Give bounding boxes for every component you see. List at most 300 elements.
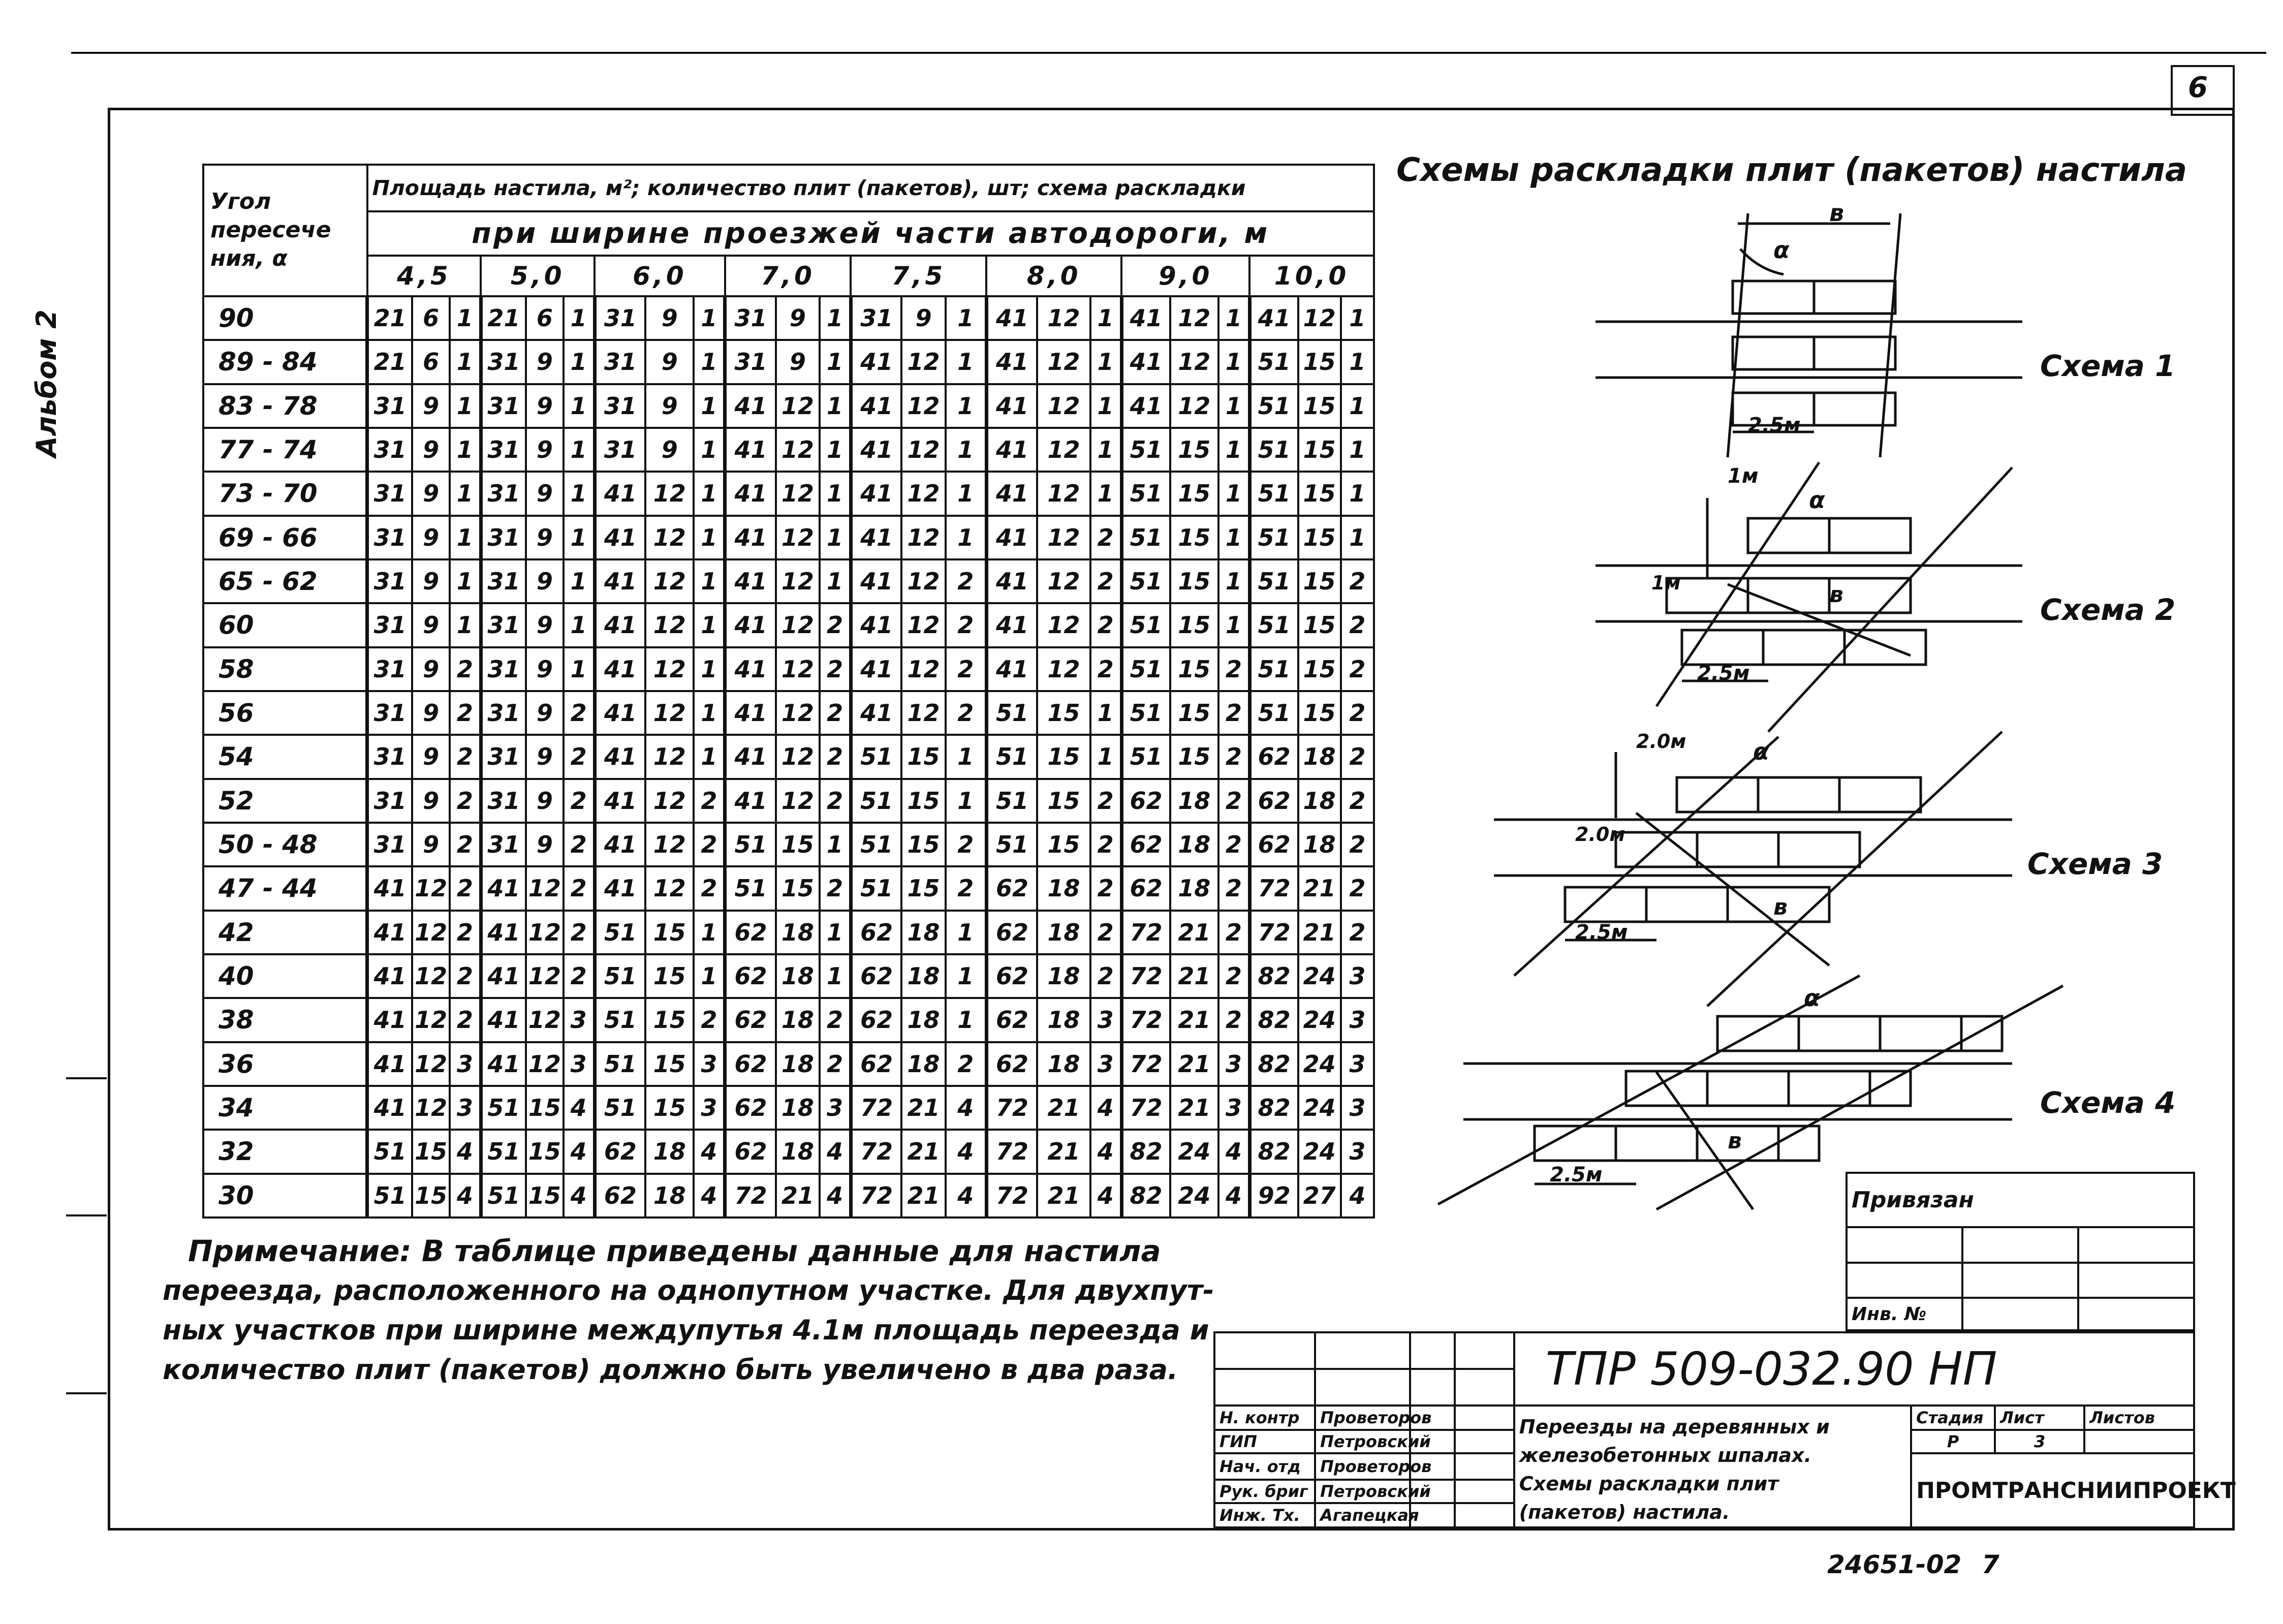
area-cell: 31: [481, 516, 526, 559]
area-cell: 31: [481, 384, 526, 428]
scheme-cell: 1: [820, 384, 851, 428]
scheme-cell: 4: [1218, 1130, 1249, 1173]
scheme-cell: 2: [1090, 866, 1121, 910]
area-cell: 41: [851, 603, 901, 647]
scheme-cell: 2: [946, 1042, 987, 1086]
scheme-cell: 1: [564, 472, 595, 515]
plate-count-cell: 15: [1170, 516, 1218, 559]
plate-count-cell: 18: [1170, 866, 1218, 910]
width-header-cell: 7,0: [725, 256, 851, 296]
scheme-cell: 1: [946, 735, 987, 778]
width-header-cell: 6,0: [595, 256, 725, 296]
table-row: [203, 779, 1374, 823]
plate-count-cell: 9: [901, 296, 945, 340]
scheme-cell: 1: [694, 647, 725, 691]
scheme-cell: 1: [564, 603, 595, 647]
plate-count-cell: 15: [1298, 472, 1341, 515]
scheme-cell: 3: [1341, 954, 1374, 998]
scheme-cell: 2: [1341, 866, 1374, 910]
scheme3-angle: α: [1753, 738, 1769, 765]
scheme-cell: 1: [1341, 296, 1374, 340]
note-line-2: переезда, расположенного на однопутном участке. Для двухпут-: [163, 1274, 1214, 1306]
plate-count-cell: 15: [1170, 428, 1218, 472]
table-row: [203, 296, 1374, 340]
scheme2-angle: α: [1809, 486, 1825, 514]
plate-count-cell: 12: [1170, 340, 1218, 384]
plate-count-cell: 12: [526, 954, 564, 998]
area-cell: 51: [481, 1130, 526, 1173]
scheme-cell: 1: [946, 472, 987, 515]
archive-sheet: 7: [1982, 1550, 1999, 1579]
plate-count-cell: 21: [1037, 1086, 1090, 1130]
col-sheets: Листов: [2084, 1406, 2194, 1430]
scheme-cell: 2: [1218, 735, 1249, 778]
angle-cell: 56: [203, 691, 367, 735]
area-cell: 62: [1121, 823, 1170, 866]
scheme4-width: в: [1728, 1128, 1742, 1154]
scheme-cell: 1: [694, 296, 725, 340]
area-cell: 41: [481, 998, 526, 1042]
scheme-cell: 1: [1090, 691, 1121, 735]
area-cell: 41: [481, 911, 526, 954]
area-cell: 62: [851, 1042, 901, 1086]
width-header: при ширине проезжей части автодороги, м: [367, 211, 1374, 255]
area-cell: 41: [1121, 384, 1170, 428]
plate-count-cell: 12: [412, 911, 450, 954]
area-cell: 31: [367, 516, 413, 559]
angle-cell: 38: [203, 998, 367, 1042]
area-cell: 72: [1121, 998, 1170, 1042]
scheme3-dim-2m: 2.0м: [1636, 730, 1686, 753]
plate-count-cell: 12: [776, 516, 820, 559]
plate-count-cell: 12: [776, 559, 820, 603]
scheme-cell: 1: [564, 296, 595, 340]
plate-count-cell: 12: [901, 472, 945, 515]
table-row: [203, 1130, 1374, 1173]
scheme-cell: 1: [1218, 516, 1249, 559]
scheme-cell: 2: [564, 779, 595, 823]
plate-count-cell: 18: [1170, 823, 1218, 866]
plate-count-cell: 15: [526, 1130, 564, 1173]
angle-cell: 58: [203, 647, 367, 691]
area-cell: 21: [367, 340, 413, 384]
angle-cell: 30: [203, 1174, 367, 1217]
scheme-cell: 2: [694, 998, 725, 1042]
plate-count-cell: 15: [901, 779, 945, 823]
area-cell: 41: [851, 691, 901, 735]
sheet-title-4: (пакетов) настила.: [1519, 1501, 1730, 1523]
scheme2-dim: 2.5м: [1697, 662, 1750, 685]
scheme-cell: 1: [450, 428, 481, 472]
name-4: Агапецкая: [1315, 1503, 1410, 1527]
name-2: Проветоров: [1315, 1453, 1410, 1480]
area-cell: 31: [481, 647, 526, 691]
table-row: [203, 735, 1374, 778]
plate-count-cell: 15: [412, 1130, 450, 1173]
scheme-cell: 1: [946, 516, 987, 559]
plate-count-cell: 21: [901, 1174, 945, 1217]
area-cell: 62: [986, 911, 1037, 954]
area-cell: 51: [1249, 340, 1298, 384]
area-cell: 62: [851, 911, 901, 954]
scheme-cell: 3: [564, 998, 595, 1042]
scheme-cell: 1: [1218, 559, 1249, 603]
plate-count-cell: 9: [412, 691, 450, 735]
margin-tick: [66, 1077, 107, 1079]
area-cell: 41: [851, 340, 901, 384]
plate-count-cell: 12: [645, 866, 694, 910]
area-cell: 31: [481, 779, 526, 823]
area-cell: 41: [1121, 296, 1170, 340]
plate-count-cell: 15: [412, 1174, 450, 1217]
plate-count-cell: 18: [776, 1130, 820, 1173]
scheme-cell: 3: [450, 1042, 481, 1086]
plate-count-cell: 12: [1037, 428, 1090, 472]
scheme-cell: 1: [450, 384, 481, 428]
width-header-cell: 5,0: [481, 256, 595, 296]
plate-count-cell: 9: [412, 647, 450, 691]
area-cell: 31: [481, 472, 526, 515]
area-cell: 41: [725, 735, 776, 778]
scheme-cell: 1: [1218, 428, 1249, 472]
area-cell: 41: [367, 866, 413, 910]
scheme-cell: 1: [564, 559, 595, 603]
scheme-cell: 1: [1341, 428, 1374, 472]
plate-count-cell: 9: [776, 296, 820, 340]
plate-count-cell: 15: [1170, 559, 1218, 603]
area-cell: 41: [725, 647, 776, 691]
plate-count-cell: 12: [526, 911, 564, 954]
table-row: [203, 998, 1374, 1042]
plate-count-cell: 9: [412, 428, 450, 472]
margin-tick: [66, 1392, 107, 1394]
scheme-cell: 1: [450, 559, 481, 603]
scheme-cell: 4: [946, 1174, 987, 1217]
margin-tick: [66, 1214, 107, 1216]
plate-count-cell: 18: [1037, 954, 1090, 998]
scheme-cell: 1: [450, 472, 481, 515]
plate-count-cell: 12: [1037, 516, 1090, 559]
plate-count-cell: 12: [412, 1042, 450, 1086]
scheme1-angle: α: [1773, 236, 1790, 264]
angle-cell: 83 - 78: [203, 384, 367, 428]
area-cell: 31: [725, 296, 776, 340]
area-cell: 51: [1121, 428, 1170, 472]
scheme-cell: 1: [1090, 472, 1121, 515]
angle-cell: 89 - 84: [203, 340, 367, 384]
plate-count-cell: 9: [645, 296, 694, 340]
scheme-cell: 1: [820, 428, 851, 472]
area-cell: 72: [851, 1174, 901, 1217]
scheme-cell: 1: [694, 472, 725, 515]
area-cell: 51: [1121, 735, 1170, 778]
area-cell: 51: [1249, 516, 1298, 559]
area-cell: 62: [986, 1042, 1037, 1086]
scheme-cell: 2: [1218, 954, 1249, 998]
area-cell: 41: [725, 516, 776, 559]
scheme-cell: 2: [820, 779, 851, 823]
scheme-cell: 2: [820, 866, 851, 910]
note-text-1: В таблице приведены данные для настила: [421, 1234, 1161, 1268]
scheme-cell: 2: [1218, 823, 1249, 866]
plate-count-cell: 15: [1298, 603, 1341, 647]
plate-count-cell: 12: [412, 954, 450, 998]
area-cell: 41: [986, 559, 1037, 603]
area-cell: 92: [1249, 1174, 1298, 1217]
scheme-cell: 3: [694, 1086, 725, 1130]
area-cell: 62: [725, 1086, 776, 1130]
plate-count-cell: 12: [526, 866, 564, 910]
scheme-cell: 2: [450, 779, 481, 823]
role-0: Н. контр: [1214, 1406, 1315, 1430]
area-cell: 72: [1249, 911, 1298, 954]
scheme-cell: 1: [564, 384, 595, 428]
scheme-cell: 1: [946, 340, 987, 384]
scheme-cell: 2: [1090, 954, 1121, 998]
table-row: [203, 954, 1374, 998]
scheme-cell: 1: [1090, 384, 1121, 428]
scheme-cell: 1: [946, 384, 987, 428]
area-cell: 62: [725, 998, 776, 1042]
scheme-cell: 2: [1341, 691, 1374, 735]
area-cell: 41: [986, 647, 1037, 691]
archive-number: 24651-02: [1827, 1550, 1962, 1579]
area-cell: 51: [986, 779, 1037, 823]
area-cell: 41: [1249, 296, 1298, 340]
scheme2-label: Схема 2: [2040, 592, 2176, 627]
plate-count-cell: 12: [776, 428, 820, 472]
scheme-cell: 3: [1090, 1042, 1121, 1086]
plate-count-cell: 12: [1037, 603, 1090, 647]
scheme-cell: 1: [820, 911, 851, 954]
area-cell: 41: [595, 735, 645, 778]
plate-count-cell: 21: [1170, 911, 1218, 954]
scheme-cell: 2: [1090, 779, 1121, 823]
area-cell: 72: [1249, 866, 1298, 910]
area-cell: 62: [986, 998, 1037, 1042]
plate-count-cell: 12: [645, 472, 694, 515]
note-line-1: [188, 1234, 1161, 1268]
note-line-3: ных участков при ширине междупутья 4.1м площадь переезда и: [163, 1314, 1209, 1346]
table-row: [203, 603, 1374, 647]
scheme-cell: 3: [1341, 1130, 1374, 1173]
plate-count-cell: 21: [1037, 1174, 1090, 1217]
angle-cell: 50 - 48: [203, 823, 367, 866]
area-cell: 31: [367, 647, 413, 691]
area-cell: 41: [595, 779, 645, 823]
plate-count-cell: 9: [526, 472, 564, 515]
area-cell: 41: [595, 647, 645, 691]
area-cell: 41: [986, 296, 1037, 340]
binding-block: [1846, 1172, 2195, 1331]
area-cell: 51: [481, 1174, 526, 1217]
scheme-cell: 1: [1341, 516, 1374, 559]
scheme-cell: 2: [1341, 911, 1374, 954]
scheme-cell: 4: [1090, 1130, 1121, 1173]
plate-count-cell: 18: [901, 998, 945, 1042]
plate-count-cell: 12: [645, 603, 694, 647]
scheme-cell: 1: [450, 516, 481, 559]
scheme-cell: 2: [946, 603, 987, 647]
area-cell: 62: [1249, 735, 1298, 778]
area-header: Площадь настила, м²; количество плит (пакетов), шт; схема раскладки: [367, 165, 1374, 211]
area-cell: 51: [1249, 384, 1298, 428]
area-cell: 82: [1249, 998, 1298, 1042]
scheme-cell: 4: [450, 1174, 481, 1217]
schemes-title: Схемы раскладки плит (пакетов) настила: [1396, 151, 2187, 189]
table-row: [203, 691, 1374, 735]
area-cell: 41: [851, 428, 901, 472]
angle-cell: 54: [203, 735, 367, 778]
table-row: [203, 516, 1374, 559]
scheme-cell: 1: [1090, 428, 1121, 472]
plate-count-cell: 18: [901, 954, 945, 998]
plate-count-cell: 15: [526, 1086, 564, 1130]
scheme-cell: 4: [1090, 1174, 1121, 1217]
plate-count-cell: 21: [1170, 998, 1218, 1042]
area-cell: 51: [595, 1086, 645, 1130]
plate-count-cell: 9: [526, 340, 564, 384]
sheet-number: 6: [2188, 71, 2208, 104]
scheme1-label: Схема 1: [2040, 349, 2176, 383]
angle-cell: 47 - 44: [203, 866, 367, 910]
scheme-cell: 2: [564, 954, 595, 998]
area-cell: 31: [595, 340, 645, 384]
plate-count-cell: 12: [645, 779, 694, 823]
plate-count-cell: 24: [1298, 954, 1341, 998]
plate-count-cell: 9: [645, 384, 694, 428]
plate-count-cell: 9: [526, 691, 564, 735]
plate-count-cell: 12: [645, 559, 694, 603]
plate-count-cell: 12: [901, 516, 945, 559]
area-cell: 82: [1121, 1174, 1170, 1217]
area-cell: 41: [725, 691, 776, 735]
plate-count-cell: 15: [901, 866, 945, 910]
area-cell: 51: [1249, 472, 1298, 515]
scheme-cell: 2: [820, 998, 851, 1042]
scheme-cell: 1: [1341, 340, 1374, 384]
angle-cell: 90: [203, 296, 367, 340]
plate-count-cell: 15: [776, 823, 820, 866]
scheme-cell: 2: [946, 647, 987, 691]
area-cell: 82: [1249, 1042, 1298, 1086]
area-cell: 31: [367, 603, 413, 647]
plate-count-cell: 12: [645, 516, 694, 559]
org-name: ПРОМТРАНСНИИПРОЕКТ: [1911, 1453, 2194, 1527]
role-4: Инж. Тх.: [1214, 1503, 1315, 1527]
scheme-cell: 2: [1218, 911, 1249, 954]
area-cell: 41: [725, 428, 776, 472]
width-header-cell: 10,0: [1249, 256, 1374, 296]
area-cell: 41: [595, 866, 645, 910]
plate-count-cell: 9: [526, 384, 564, 428]
area-cell: 51: [851, 866, 901, 910]
plate-count-cell: 12: [645, 691, 694, 735]
scheme4-angle: α: [1804, 984, 1820, 1012]
scheme-cell: 2: [946, 866, 987, 910]
plate-count-cell: 27: [1298, 1174, 1341, 1217]
plate-count-cell: 12: [776, 472, 820, 515]
scheme-cell: 1: [694, 428, 725, 472]
area-cell: 41: [725, 472, 776, 515]
area-cell: 62: [1249, 779, 1298, 823]
area-cell: 41: [1121, 340, 1170, 384]
scheme1-width: в: [1829, 199, 1844, 227]
scheme-cell: 3: [1218, 1086, 1249, 1130]
plate-count-cell: 12: [1298, 296, 1341, 340]
area-cell: 51: [1249, 603, 1298, 647]
plate-count-cell: 12: [526, 998, 564, 1042]
area-cell: 31: [481, 428, 526, 472]
scheme-cell: 2: [1218, 691, 1249, 735]
doc-code: ТПР 509-032.90 НП: [1514, 1332, 2194, 1406]
sheet-title-2: железобетонных шпалах.: [1519, 1444, 1811, 1466]
area-cell: 72: [1121, 954, 1170, 998]
scheme-cell: 1: [946, 779, 987, 823]
area-cell: 31: [367, 384, 413, 428]
area-cell: 51: [725, 866, 776, 910]
width-header-cell: 8,0: [986, 256, 1121, 296]
area-cell: 31: [367, 428, 413, 472]
area-cell: 82: [1249, 1130, 1298, 1173]
scheme-cell: 4: [450, 1130, 481, 1173]
scheme-cell: 1: [694, 559, 725, 603]
scheme-cell: 1: [694, 516, 725, 559]
scheme-cell: 2: [564, 735, 595, 778]
plate-count-cell: 12: [776, 384, 820, 428]
plate-count-cell: 9: [412, 603, 450, 647]
area-cell: 41: [725, 384, 776, 428]
scheme-cell: 1: [564, 516, 595, 559]
area-cell: 51: [595, 1042, 645, 1086]
scheme-cell: 4: [820, 1174, 851, 1217]
area-cell: 41: [595, 516, 645, 559]
scheme-cell: 3: [1341, 1042, 1374, 1086]
plate-count-cell: 15: [645, 1042, 694, 1086]
scheme-cell: 2: [564, 911, 595, 954]
plate-count-cell: 15: [1298, 691, 1341, 735]
plate-count-cell: 9: [412, 516, 450, 559]
plate-count-cell: 12: [901, 340, 945, 384]
area-cell: 41: [986, 603, 1037, 647]
area-cell: 72: [986, 1086, 1037, 1130]
area-cell: 51: [1249, 559, 1298, 603]
plate-count-cell: 24: [1298, 1130, 1341, 1173]
note-title: Примечание:: [188, 1234, 412, 1268]
col-stage: Стадия: [1911, 1406, 1995, 1430]
area-cell: 41: [595, 603, 645, 647]
area-cell: 51: [1249, 691, 1298, 735]
angle-cell: 52: [203, 779, 367, 823]
plate-count-cell: 15: [1170, 603, 1218, 647]
table-row: [203, 384, 1374, 428]
angle-cell: 32: [203, 1130, 367, 1173]
plate-count-cell: 12: [1037, 559, 1090, 603]
scheme-cell: 1: [1090, 340, 1121, 384]
scheme-cell: 1: [1218, 603, 1249, 647]
plate-count-cell: 9: [526, 823, 564, 866]
table-row: [203, 1174, 1374, 1217]
width-header-cell: 9,0: [1121, 256, 1249, 296]
plate-count-cell: 18: [1037, 998, 1090, 1042]
plate-count-cell: 12: [901, 384, 945, 428]
sheet-value: 3: [1995, 1430, 2084, 1453]
scheme-cell: 1: [946, 954, 987, 998]
scheme-cell: 1: [946, 296, 987, 340]
area-cell: 31: [367, 472, 413, 515]
plate-count-cell: 12: [1037, 384, 1090, 428]
plate-count-cell: 9: [412, 735, 450, 778]
